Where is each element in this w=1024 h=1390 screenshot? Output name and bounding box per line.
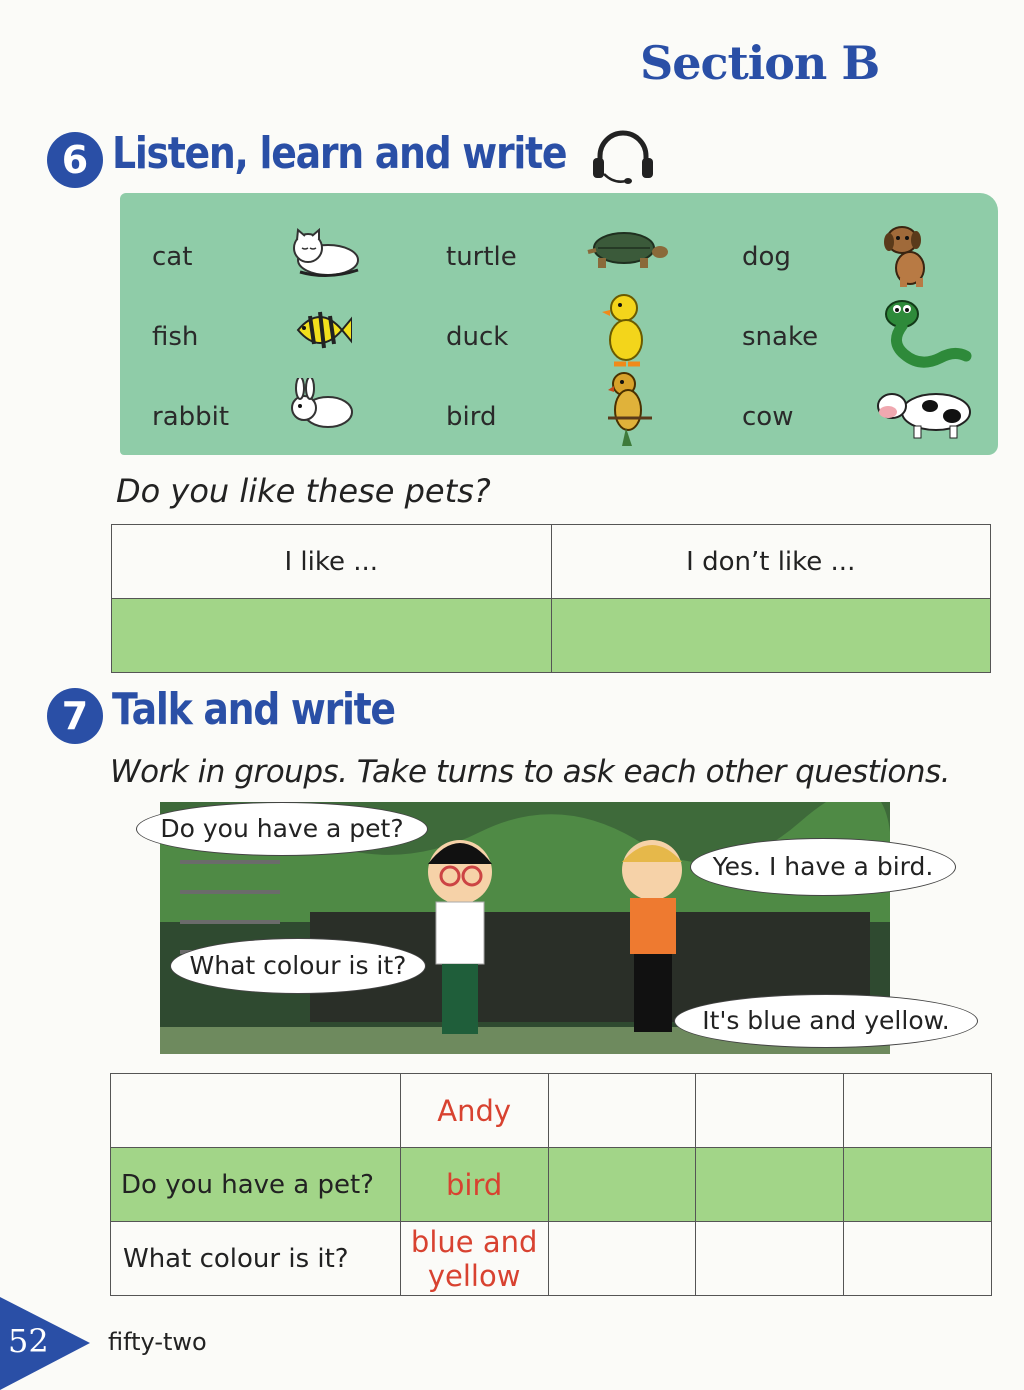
dislike-answer-cell[interactable] (551, 599, 991, 673)
activity-title: Talk and write (112, 684, 395, 735)
page-number: 52 (8, 1322, 49, 1360)
survey-table (110, 1073, 992, 1296)
survey-row-label-colour: What colour is it? (111, 1222, 401, 1296)
cat-picture (288, 228, 360, 278)
survey-answer-colour-andy (400, 1222, 548, 1296)
speech-bubble-answer-bird: Yes. I have a bird. (690, 838, 956, 896)
survey-answer-colour-line1: blue and (410, 1224, 538, 1259)
survey-name-andy: Andy (400, 1074, 548, 1148)
survey-answer-cell[interactable] (696, 1222, 844, 1296)
dog-picture (880, 222, 944, 288)
headphones-icon (590, 128, 656, 186)
section-title: Section B (640, 36, 880, 90)
duck-picture (600, 290, 648, 370)
survey-name-cell[interactable] (696, 1074, 844, 1148)
vocab-word-fish: fish (152, 322, 199, 352)
speech-bubble-answer-colour: It's blue and yellow. (674, 994, 978, 1048)
survey-answer-cell[interactable] (844, 1148, 992, 1222)
speech-bubble-question-colour: What colour is it? (170, 938, 426, 994)
vocab-word-dog: dog (742, 242, 791, 272)
likes-table (111, 524, 991, 673)
survey-name-cell[interactable] (844, 1074, 992, 1148)
fish-picture (292, 302, 352, 358)
survey-corner-cell (111, 1074, 401, 1148)
survey-answer-cell[interactable] (696, 1148, 844, 1222)
turtle-picture (584, 228, 668, 272)
dislike-header: I don’t like ... (551, 525, 991, 599)
survey-name-cell[interactable] (548, 1074, 696, 1148)
bird-picture (604, 370, 656, 450)
cow-picture (874, 382, 978, 440)
vocab-word-cow: cow (742, 402, 794, 432)
snake-picture (880, 298, 972, 382)
survey-answer-colour-line2: yellow (427, 1258, 521, 1293)
rabbit-picture (282, 378, 358, 432)
survey-answer-cell[interactable] (548, 1148, 696, 1222)
speech-bubble-question-pet: Do you have a pet? (136, 802, 428, 856)
like-header: I like ... (112, 525, 552, 599)
survey-row-label-pet: Do you have a pet? (111, 1148, 401, 1222)
vocab-word-turtle: turtle (446, 242, 517, 272)
vocab-word-cat: cat (152, 242, 193, 272)
activity-title: Listen, learn and write (112, 128, 567, 179)
survey-answer-pet-andy: bird (400, 1148, 548, 1222)
survey-answer-cell[interactable] (548, 1222, 696, 1296)
pets-question: Do you like these pets? (116, 472, 491, 510)
activity-number-badge: 7 (47, 688, 103, 744)
survey-answer-cell[interactable] (844, 1222, 992, 1296)
like-answer-cell[interactable] (112, 599, 552, 673)
vocabulary-panel (120, 193, 998, 455)
activity-number-badge: 6 (47, 132, 103, 188)
page-number-words: fifty-two (108, 1328, 207, 1356)
vocab-word-rabbit: rabbit (152, 402, 230, 432)
vocab-word-bird: bird (446, 402, 497, 432)
vocab-word-snake: snake (742, 322, 819, 352)
vocab-word-duck: duck (446, 322, 509, 352)
activity-instruction: Work in groups. Take turns to ask each other questions. (110, 754, 951, 790)
